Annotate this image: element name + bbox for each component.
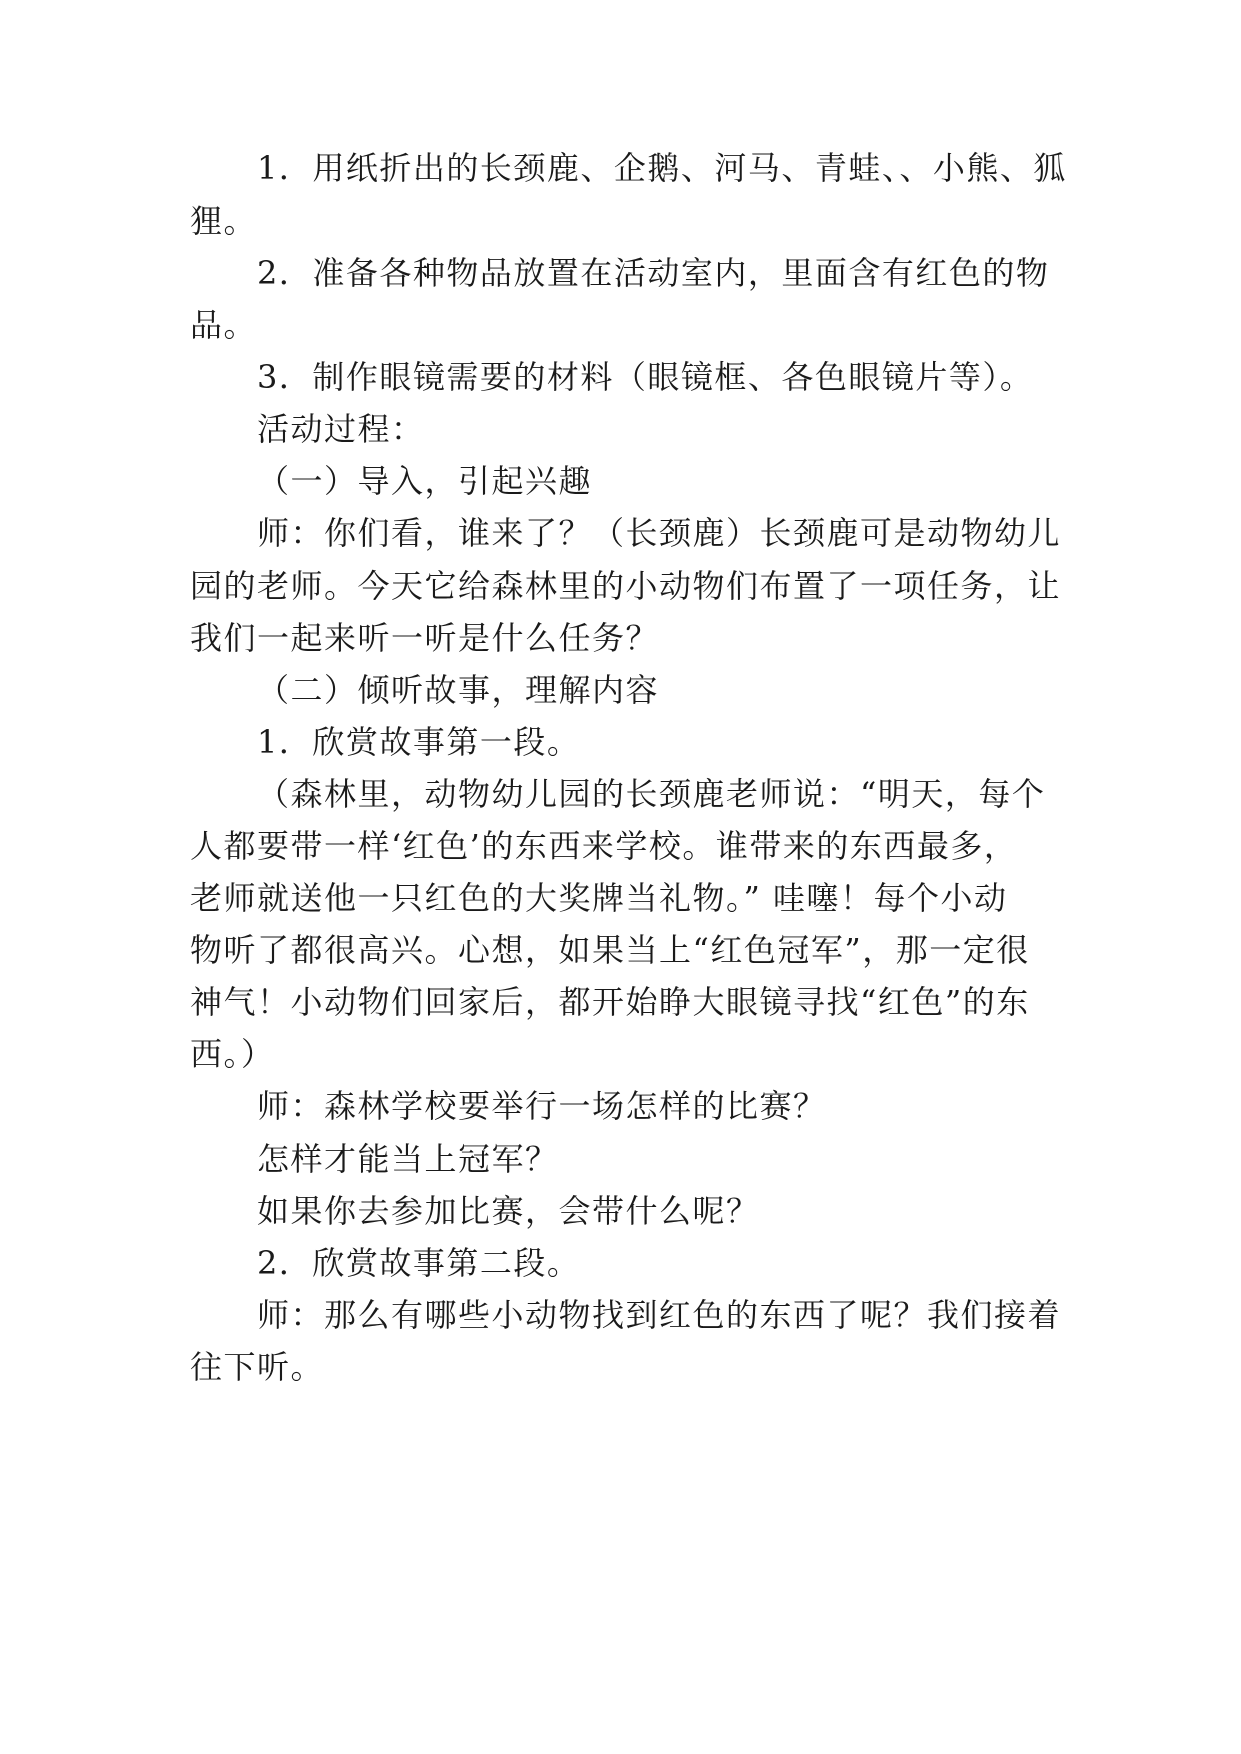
subsection-heading: （二）倾听故事，理解内容	[257, 671, 660, 709]
paragraph-line: 1．欣赏故事第一段。	[257, 723, 581, 761]
paragraph-line: 品。	[190, 306, 258, 344]
paragraph-line: 2．欣赏故事第二段。	[257, 1244, 581, 1282]
paragraph-line: 往下听。	[190, 1348, 325, 1386]
paragraph-line: 师：那么有哪些小动物找到红色的东西了呢？我们接着	[257, 1296, 1062, 1334]
paragraph-line: 如果你去参加比赛，会带什么呢？	[257, 1192, 760, 1230]
paragraph-line: 师：你们看，谁来了？（长颈鹿）长颈鹿可是动物幼儿	[257, 514, 1062, 552]
paragraph-line: 1．用纸折出的长颈鹿、企鹅、河马、青蛙、、小熊、狐	[257, 149, 1067, 187]
paragraph-line: 神气！小动物们回家后，都开始睁大眼镜寻找“红色”的东	[190, 983, 1030, 1021]
paragraph-line: 师：森林学校要举行一场怎样的比赛？	[257, 1087, 827, 1125]
section-heading: 活动过程：	[257, 410, 425, 448]
paragraph-line: 我们一起来听一听是什么任务？	[190, 619, 660, 657]
paragraph-line: （森林里，动物幼儿园的长颈鹿老师说：“明天，每个	[257, 775, 1046, 813]
paragraph-line: 物听了都很高兴。心想，如果当上“红色冠军”，那一定很	[190, 931, 1030, 969]
paragraph-line: 园的老师。今天它给森林里的小动物们布置了一项任务，让	[190, 567, 1062, 605]
paragraph-line: 人都要带一样‘红色’的东西来学校。谁带来的东西最多，	[190, 827, 1018, 865]
paragraph-line: 老师就送他一只红色的大奖牌当礼物。” 哇噻！每个小动	[190, 879, 1008, 917]
paragraph-line: 3．制作眼镜需要的材料（眼镜框、各色眼镜片等）。	[257, 358, 1034, 396]
subsection-heading: （一）导入，引起兴趣	[257, 462, 593, 500]
paragraph-line: 狸。	[190, 202, 258, 240]
paragraph-line: 怎样才能当上冠军？	[257, 1140, 559, 1178]
paragraph-line: 2．准备各种物品放置在活动室内，里面含有红色的物	[257, 254, 1050, 292]
paragraph-line: 西。）	[190, 1035, 275, 1073]
